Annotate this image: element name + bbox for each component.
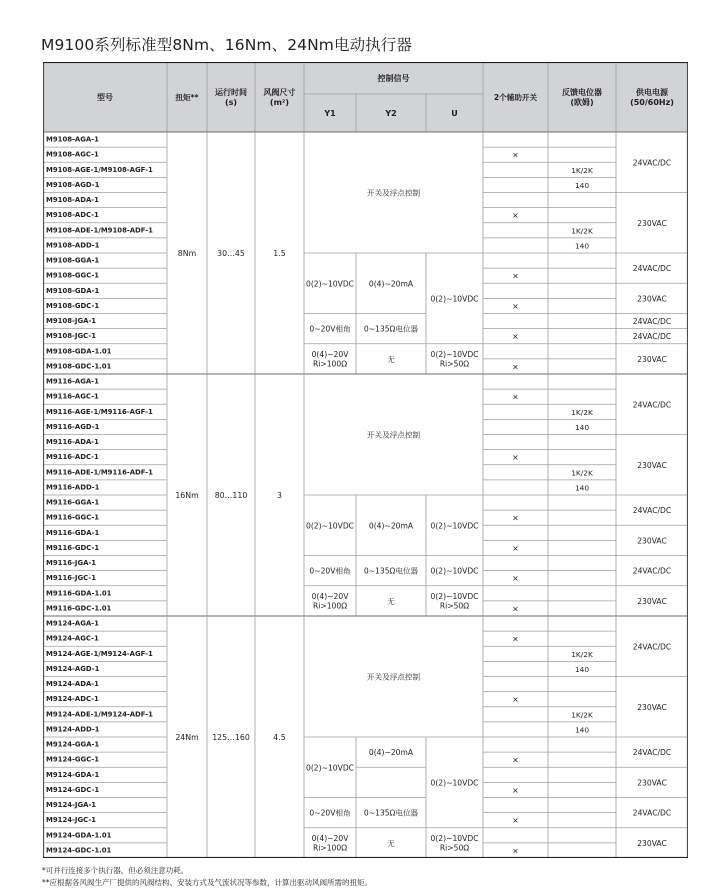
- aux-switch-mark: ×: [512, 392, 519, 402]
- header-damper-size: 风阀尺寸(m²): [263, 87, 296, 107]
- model-cell: M9124-ADA-1: [46, 680, 99, 689]
- model-cell: M9108-AGA-1: [46, 135, 99, 144]
- aux-switch-mark: ×: [512, 755, 519, 765]
- header-power: 供电电源(50/60Hz): [630, 87, 674, 107]
- power-value: 230VAC: [637, 460, 667, 470]
- aux-switch-mark: ×: [512, 694, 519, 704]
- power-value: 24VAC/DC: [632, 331, 672, 341]
- feedback-value: 140: [574, 180, 590, 190]
- table-frame: [44, 63, 688, 858]
- control-signal-value: 无: [387, 596, 395, 606]
- model-cell: M9116-AGD-1: [46, 422, 100, 431]
- feedback-value: 1K/2K: [571, 649, 593, 659]
- model-cell: M9124-ADC-1: [46, 695, 99, 704]
- header-runtime: 运行时间(s): [215, 87, 247, 107]
- power-value: 230VAC: [637, 218, 667, 228]
- control-signal-value: 0(4)~20mA: [368, 520, 414, 530]
- model-cell: M9108-GDA-1.01: [46, 347, 112, 356]
- feedback-value: 140: [574, 240, 590, 250]
- model-cell: M9108-GDA-1: [46, 286, 100, 295]
- model-cell: M9116-AGC-1: [46, 392, 99, 401]
- aux-switch-mark: ×: [512, 573, 519, 583]
- aux-switch-mark: ×: [512, 452, 519, 462]
- model-cell: M9124-GGA-1: [46, 740, 100, 749]
- power-value: 230VAC: [637, 535, 667, 545]
- model-cell: M9108-GDC-1.01: [46, 362, 112, 371]
- control-signal-value: 0~135Ω电位器: [363, 566, 419, 576]
- header-y1: Y1: [324, 108, 336, 118]
- power-value: 24VAC/DC: [632, 808, 672, 818]
- runtime-value: 125…160: [212, 732, 250, 742]
- control-signal-value: 0~20V相角: [309, 566, 351, 576]
- feedback-value: 1K/2K: [571, 407, 593, 417]
- model-cell: M9116-GGC-1: [46, 513, 100, 522]
- control-signal-value: 0(2)~10VDC: [430, 293, 479, 303]
- header-aux-switch: 2个辅助开关: [493, 92, 538, 102]
- feedback-value: 1K/2K: [571, 225, 593, 235]
- model-cell: M9124-AGE-1/M9124-AGF-1: [46, 649, 153, 658]
- model-cell: M9124-GDA-1.01: [46, 831, 112, 840]
- model-cell: M9124-JGC-1: [46, 816, 96, 825]
- aux-switch-mark: ×: [512, 785, 519, 795]
- aux-switch-mark: ×: [512, 543, 519, 553]
- power-value: 24VAC/DC: [632, 505, 672, 515]
- control-signal-value: 0(4)~20mA: [368, 278, 414, 288]
- control-signal-value: 0(2)~10VDC Ri>50Ω: [430, 833, 479, 853]
- control-signal-value: 0~135Ω电位器: [363, 808, 419, 818]
- power-value: 24VAC/DC: [632, 316, 672, 326]
- model-cell: M9116-AGA-1: [46, 377, 99, 386]
- control-signal-value: 0~135Ω电位器: [363, 324, 419, 334]
- control-signal-value: 开关及浮点控制: [366, 672, 421, 681]
- model-cell: M9108-JGC-1: [46, 332, 96, 341]
- model-cell: M9108-GGA-1: [46, 256, 100, 265]
- power-value: 24VAC/DC: [632, 566, 672, 576]
- torque-value: 24Nm: [175, 732, 199, 742]
- aux-switch-mark: ×: [512, 331, 519, 341]
- feedback-value: 140: [574, 482, 590, 492]
- control-signal-value: 0~20V相角: [309, 808, 351, 818]
- power-value: 24VAC/DC: [632, 157, 672, 167]
- control-signal-value: 0(2)~10VDC: [430, 566, 479, 576]
- model-cell: M9116-GGA-1: [46, 498, 100, 507]
- control-signal-value: 0(2)~10VDC: [430, 520, 479, 530]
- model-cell: M9108-GDC-1: [46, 301, 100, 310]
- control-signal-value: 0(2)~10VDC Ri>50Ω: [430, 591, 479, 611]
- model-cell: M9116-ADD-1: [46, 483, 100, 492]
- model-cell: M9116-GDA-1: [46, 528, 100, 537]
- control-signal-value: 无: [387, 838, 395, 848]
- control-signal-value: 0(2)~10VDC: [306, 278, 354, 288]
- header-model: 型号: [97, 92, 113, 102]
- spec-table-grid: [43, 62, 688, 858]
- model-cell: M9124-AGA-1: [46, 619, 99, 628]
- control-signal-value: 0(2)~10VDC: [430, 777, 479, 787]
- footnote-2: **应根据各风阀生产厂提供的风阀结构、安装方式及气流状况等参数，计算出驱动风阀所需的扭矩。: [42, 878, 372, 887]
- aux-switch-mark: ×: [512, 150, 519, 160]
- model-cell: M9108-ADA-1: [46, 196, 99, 205]
- power-value: 230VAC: [637, 293, 667, 303]
- header-control-signal: 控制信号: [377, 73, 410, 83]
- model-cell: M9116-JGC-1: [46, 574, 96, 583]
- aux-switch-mark: ×: [512, 634, 519, 644]
- model-cell: M9116-GDA-1.01: [46, 589, 112, 598]
- model-cell: M9108-AGE-1/M9108-AGF-1: [46, 165, 153, 174]
- model-cell: M9124-GDC-1.01: [46, 846, 112, 855]
- model-cell: M9116-AGE-1/M9116-AGF-1: [46, 407, 153, 416]
- power-value: 24VAC/DC: [632, 399, 672, 409]
- model-cell: M9116-GDC-1: [46, 543, 100, 552]
- control-signal-value: 0~20V相角: [309, 324, 351, 334]
- feedback-value: 140: [574, 724, 590, 734]
- control-signal-value: 无: [387, 354, 395, 364]
- header-u: U: [451, 108, 458, 118]
- power-value: 24VAC/DC: [632, 747, 672, 757]
- damper-size-value: 3: [277, 490, 282, 500]
- model-cell: M9116-JGA-1: [46, 559, 97, 568]
- model-cell: M9124-AGD-1: [46, 664, 100, 673]
- header-torque: 扭矩**: [175, 92, 199, 102]
- model-cell: M9124-AGC-1: [46, 634, 99, 643]
- page-title: M9100系列标准型8Nm、16Nm、24Nm电动执行器: [41, 36, 413, 54]
- control-signal-value: 0(4)~20V Ri>100Ω: [311, 833, 349, 853]
- power-value: 230VAC: [637, 354, 667, 364]
- spec-table: [43, 62, 688, 858]
- control-signal-value: 0(2)~10VDC Ri>50Ω: [430, 349, 479, 369]
- control-signal-value: 0(4)~20V Ri>100Ω: [311, 591, 349, 611]
- model-cell: M9124-GDC-1: [46, 785, 100, 794]
- header-feedback: 反馈电位器(欧姆): [562, 87, 602, 107]
- control-signal-value: 开关及浮点控制: [366, 430, 421, 439]
- power-value: 230VAC: [637, 702, 667, 712]
- feedback-value: 1K/2K: [571, 709, 593, 719]
- aux-switch-mark: ×: [512, 845, 519, 855]
- feedback-value: 140: [574, 664, 590, 674]
- feedback-value: 140: [574, 422, 590, 432]
- power-value: 230VAC: [637, 596, 667, 606]
- header-y2: Y2: [385, 108, 397, 118]
- control-signal-value: 开关及浮点控制: [366, 188, 421, 197]
- feedback-value: 1K/2K: [571, 165, 593, 175]
- aux-switch-mark: ×: [512, 513, 519, 523]
- aux-switch-mark: ×: [512, 301, 519, 311]
- power-value: 24VAC/DC: [632, 641, 672, 651]
- control-signal-value: 0(2)~10VDC: [306, 520, 354, 530]
- model-cell: M9124-ADD-1: [46, 725, 100, 734]
- aux-switch-mark: ×: [512, 603, 519, 613]
- model-cell: M9116-ADC-1: [46, 453, 99, 462]
- model-cell: M9124-JGA-1: [46, 801, 97, 810]
- runtime-value: 80…110: [214, 490, 248, 500]
- model-cell: M9116-GDC-1.01: [46, 604, 112, 613]
- model-cell: M9124-GDA-1: [46, 770, 100, 779]
- model-cell: M9108-ADE-1/M9108-ADF-1: [46, 226, 153, 235]
- torque-value: 16Nm: [175, 490, 199, 500]
- model-cell: M9108-JGA-1: [46, 317, 97, 326]
- model-cell: M9108-ADC-1: [46, 211, 99, 220]
- torque-value: 8Nm: [177, 248, 197, 258]
- power-value: 230VAC: [637, 777, 667, 787]
- control-signal-value: 0(4)~20mA: [368, 747, 414, 757]
- feedback-value: 1K/2K: [571, 467, 593, 477]
- control-signal-value: 0(2)~10VDC: [306, 762, 354, 772]
- aux-switch-mark: ×: [512, 271, 519, 281]
- control-signal-value: 0(4)~20V Ri>100Ω: [311, 349, 349, 369]
- power-value: 24VAC/DC: [632, 263, 672, 273]
- power-value: 230VAC: [637, 838, 667, 848]
- footnote-1: *可并行连接多个执行器，但必须注意功耗。: [42, 866, 189, 875]
- damper-size-value: 4.5: [273, 732, 286, 742]
- aux-switch-mark: ×: [512, 361, 519, 371]
- model-cell: M9108-AGD-1: [46, 180, 100, 189]
- model-cell: M9116-ADE-1/M9116-ADF-1: [46, 468, 153, 477]
- model-cell: M9124-GGC-1: [46, 755, 100, 764]
- model-cell: M9108-ADD-1: [46, 241, 100, 250]
- model-cell: M9108-AGC-1: [46, 150, 99, 159]
- damper-size-value: 1.5: [273, 248, 286, 258]
- model-cell: M9108-GGC-1: [46, 271, 100, 280]
- model-cell: M9124-ADE-1/M9124-ADF-1: [46, 710, 153, 719]
- aux-switch-mark: ×: [512, 815, 519, 825]
- runtime-value: 30…45: [217, 248, 245, 258]
- model-cell: M9116-ADA-1: [46, 438, 99, 447]
- aux-switch-mark: ×: [512, 210, 519, 220]
